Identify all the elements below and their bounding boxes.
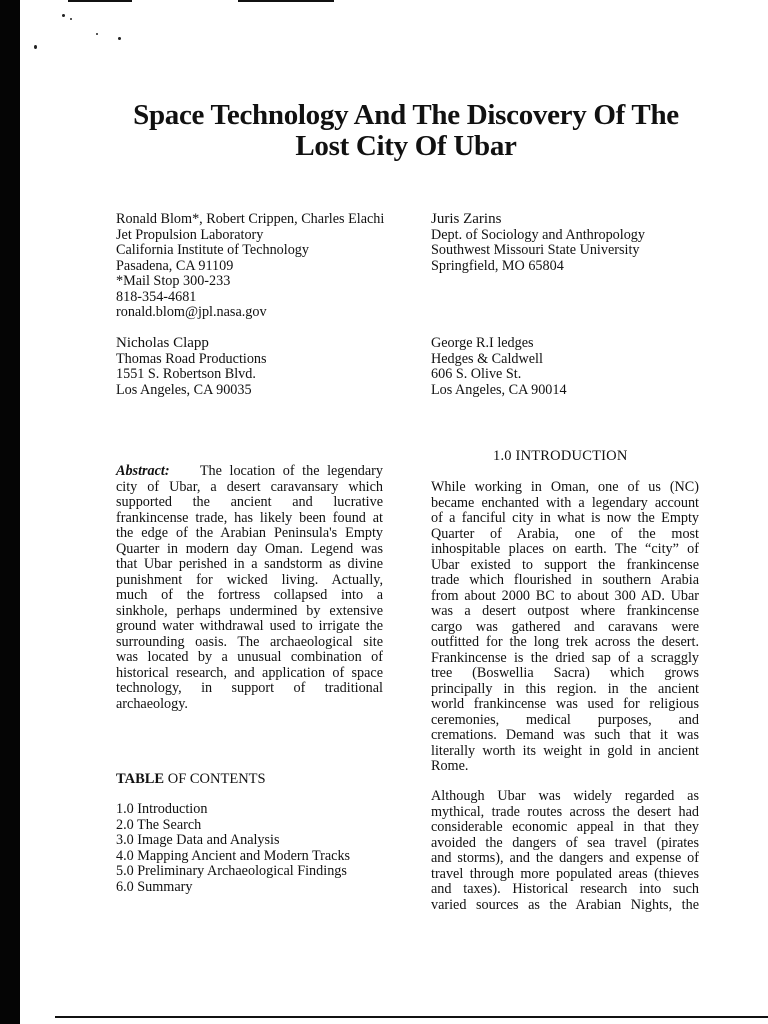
- intro-line: and storms), and the dangers and expense of: [431, 850, 699, 866]
- author-address: Springfield, MO 65804: [431, 257, 564, 274]
- abstract-line: city of Ubar, a desert caravansary which: [116, 478, 383, 495]
- abstract-line: historical research, and application of space: [116, 664, 383, 681]
- author-address: 606 S. Olive St.: [431, 366, 522, 382]
- scan-speck: [62, 14, 65, 17]
- author-address: Pasadena, CA 91109: [116, 257, 234, 274]
- author-block-zarins: [431, 212, 645, 274]
- abstract-line: much of the fortress collapsed into a: [116, 587, 383, 603]
- intro-line: While working in Oman, one of us (NC): [431, 479, 699, 495]
- abstract-line: was located by a unusual combination of: [116, 649, 383, 665]
- intro-line: trade which flourished in southern Arabia: [431, 572, 699, 588]
- intro-line: varied sources as the Arabian Nights, the: [431, 896, 699, 913]
- toc-item: 6.0 Summary: [116, 878, 193, 895]
- author-affiliation: California Institute of Technology: [116, 242, 309, 258]
- abstract-line: that Ubar perished in a sandstorm as divine: [116, 556, 383, 572]
- intro-line: was a desert outpost where frankincense: [431, 603, 699, 619]
- intro-line: of a fanciful city in what is now the Empty: [431, 510, 699, 526]
- top-rule-right: [238, 0, 334, 2]
- intro-line: ceremonies, medical purposes, and: [431, 711, 699, 728]
- intro-line: Ubar existed to support the frankincense: [431, 556, 699, 573]
- intro-line: considerable economic appeal in that they: [431, 819, 699, 835]
- author-names: George R.I ledges: [431, 335, 534, 351]
- intro-line: travel through more populated areas (thieves: [431, 865, 699, 882]
- toc-heading-rest: OF CONTENTS: [167, 771, 266, 787]
- abstract-line: technology, in support of traditional: [116, 680, 383, 696]
- table-of-contents: [116, 802, 350, 896]
- abstract-line: Quarter in modern day Oman. Legend was: [116, 540, 383, 557]
- author-affiliation: Jet Propulsion Laboratory: [116, 226, 264, 243]
- scan-edge-bar: [0, 0, 20, 1024]
- bottom-rule: [55, 1016, 768, 1018]
- abstract-line: punishment for wicked living. Actually,: [116, 571, 383, 588]
- scan-speck: [96, 33, 98, 35]
- author-affiliation: Dept. of Sociology and Anthropology: [431, 226, 645, 243]
- top-rule-left: [68, 0, 132, 2]
- scan-speck: [118, 37, 121, 40]
- intro-line: tree (Boswellia Sacra) which grows: [431, 665, 699, 681]
- intro-line: inhospitable places on earth. The “city” of: [431, 541, 699, 557]
- author-names: Juris Zarins: [431, 211, 502, 227]
- abstract-line: the edge of the Arabian Peninsula's Empty: [116, 525, 383, 541]
- toc-item: 2.0 The Search: [116, 816, 202, 833]
- intro-line: became enchanted with a legendary account: [431, 494, 699, 511]
- abstract-line: sinkhole, perhaps undermined by extensive: [116, 602, 383, 619]
- author-affiliation: Southwest Missouri State University: [431, 242, 640, 258]
- intro-line: from about 2000 BC to about 300 AD. Ubar: [431, 587, 699, 604]
- intro-line: avoided the dangers of sea travel (pirates: [431, 834, 699, 851]
- abstract-line: supported the ancient and lucrative: [116, 494, 383, 510]
- author-affiliation: Thomas Road Productions: [116, 350, 267, 367]
- intro-line: Rome.: [431, 758, 469, 774]
- author-affiliation: Hedges & Caldwell: [431, 350, 543, 367]
- intro-line: and taxes). Historical research into such: [431, 881, 699, 897]
- intro-line: principally in this region. in the ancient: [431, 680, 699, 697]
- author-phone: 818-354-4681: [116, 288, 197, 305]
- paper-title: [100, 100, 712, 162]
- paper-title-line: Space Technology And The Discovery Of The: [133, 99, 679, 131]
- abstract-line: surrounding oasis. The archaeological site: [116, 633, 383, 650]
- intro-line: cremations. Demand was such that it was: [431, 727, 699, 743]
- intro-line: Frankincense is the dried sap of a scraggly: [431, 649, 699, 666]
- abstract-line: frankincense trade, has likely been found at: [116, 509, 383, 526]
- intro-line: mythical, trade routes across the desert had: [431, 803, 699, 820]
- toc-item: 1.0 Introduction: [116, 801, 208, 817]
- author-mailstop: *Mail Stop 300-233: [116, 273, 231, 289]
- author-names: Ronald Blom*, Robert Crippen, Charles Elachi: [116, 211, 385, 227]
- paper-title-line: Lost City Of Ubar: [295, 130, 517, 162]
- author-address: 1551 S. Robertson Blvd.: [116, 366, 256, 382]
- intro-line: world frankincense was used for religious: [431, 696, 699, 712]
- author-address: Los Angeles, CA 90014: [431, 381, 567, 398]
- abstract-line: [116, 464, 383, 480]
- abstract: [116, 464, 383, 712]
- scan-speck: [70, 18, 72, 20]
- toc-item: 3.0 Image Data and Analysis: [116, 832, 280, 849]
- author-address: Los Angeles, CA 90035: [116, 381, 252, 398]
- introduction-paragraph-2: [431, 789, 699, 913]
- toc-heading-bold: TABLE: [116, 771, 165, 787]
- toc-item: 5.0 Preliminary Archaeological Findings: [116, 863, 347, 880]
- introduction-heading: 1.0 INTRODUCTION: [493, 448, 628, 464]
- intro-line: outfitted for the long trek across the desert.: [431, 634, 699, 650]
- intro-line: Quarter of Arabia, one of the most: [431, 525, 699, 542]
- abstract-line: archaeology.: [116, 695, 188, 712]
- toc-item: 4.0 Mapping Ancient and Modern Tracks: [116, 847, 351, 864]
- abstract-text: The location of the legendary: [199, 463, 384, 479]
- author-names: Nicholas Clapp: [116, 335, 209, 351]
- introduction-paragraph-1: [431, 480, 699, 775]
- author-email: ronald.blom@jpl.nasa.gov: [116, 304, 267, 320]
- intro-line: cargo was gathered and caravans were: [431, 618, 699, 635]
- scan-speck: [34, 45, 37, 49]
- abstract-label: Abstract:: [116, 463, 170, 479]
- author-block-clapp: [116, 336, 267, 398]
- toc-heading: [116, 771, 266, 788]
- author-block-jpl: [116, 212, 384, 321]
- intro-line: Although Ubar was widely regarded as: [431, 788, 699, 804]
- abstract-line: ground water withdrawal used to irrigate the: [116, 618, 383, 634]
- author-block-hedges: [431, 336, 567, 398]
- intro-line: literally worth its weight in gold in ancient: [431, 742, 699, 759]
